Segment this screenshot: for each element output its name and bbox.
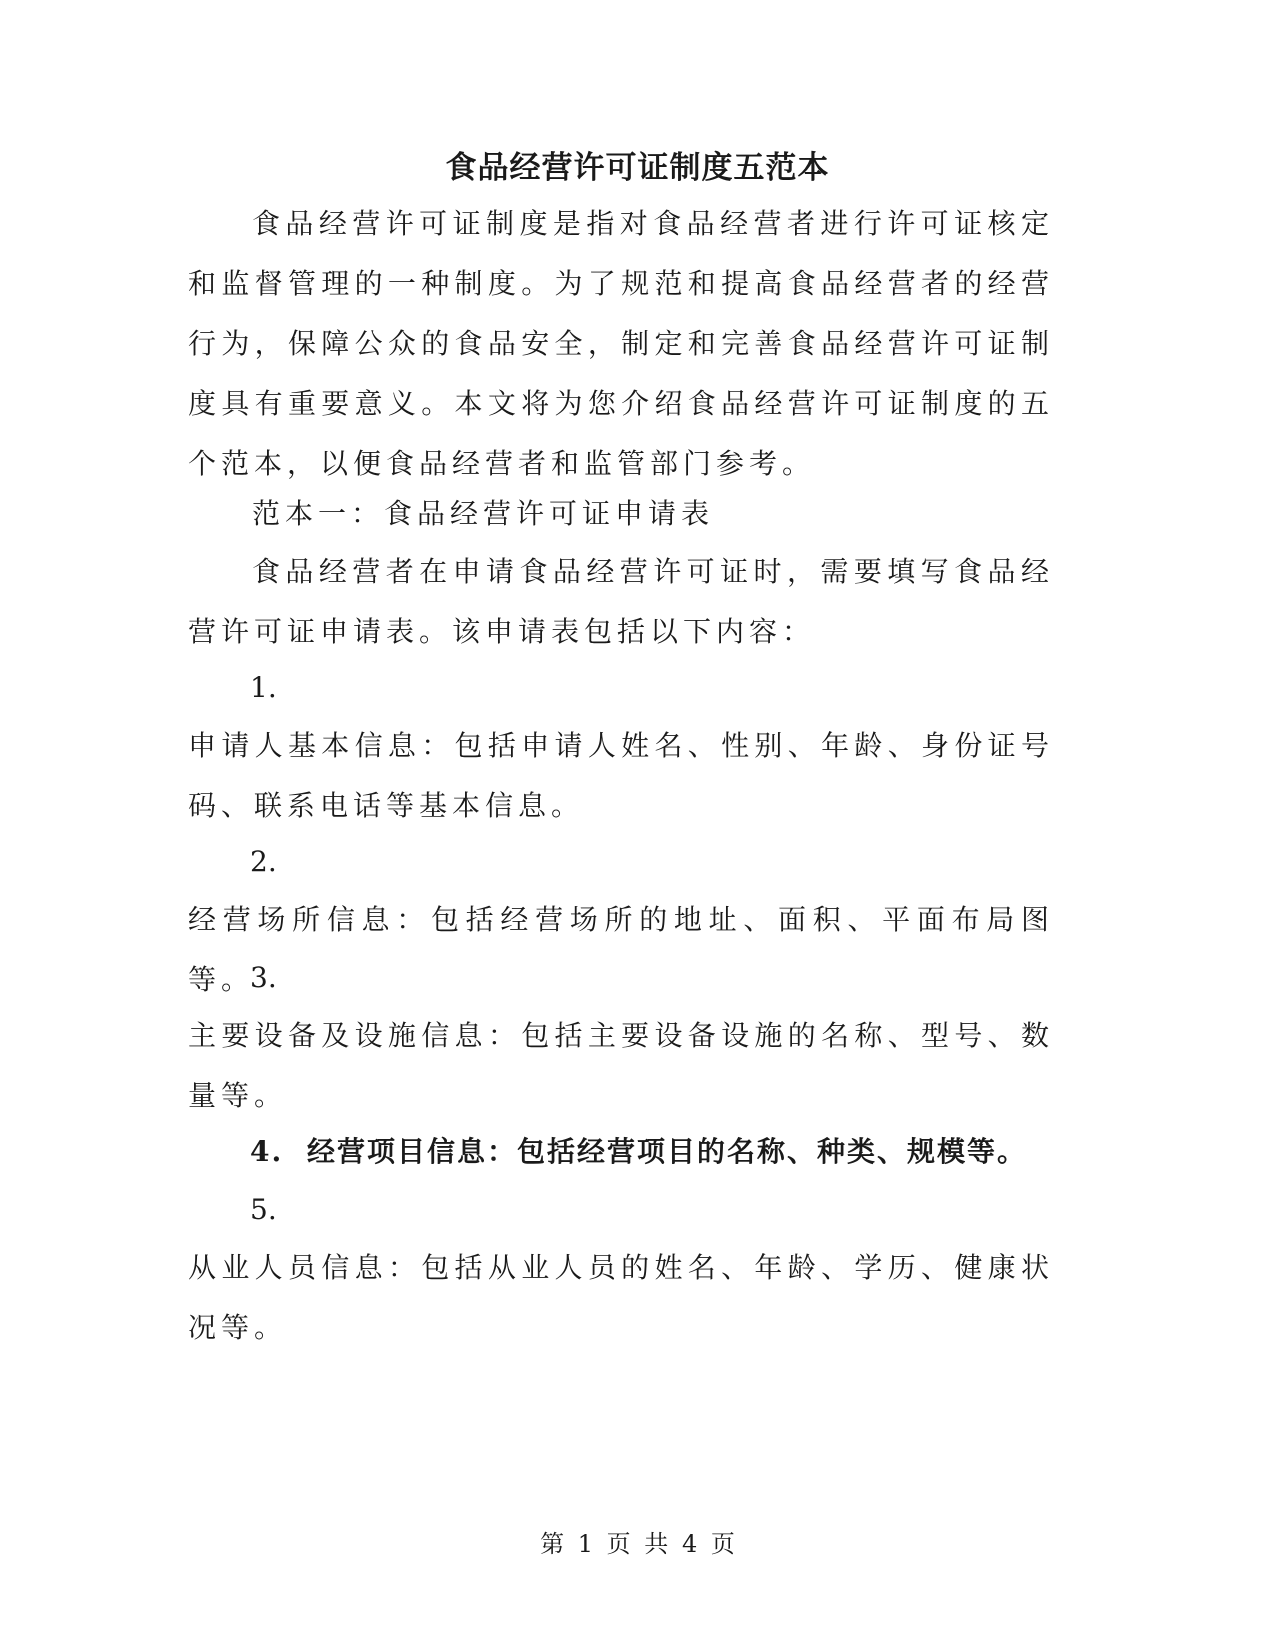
item-number-1: 1. — [250, 671, 277, 704]
item-number-5: 5. — [250, 1193, 277, 1226]
section1-paragraph: 食品经营者在申请食品经营许可证时，需要填写食品经营许可证申请表。该申请表包括以下内容： — [188, 555, 1054, 648]
item-text-4: 经营项目信息：包括经营项目的名称、种类、规模等。 — [306, 1135, 1027, 1168]
item-number-3: 3. — [250, 961, 277, 994]
item-4-line — [250, 1122, 1027, 1182]
document-title: 食品经营许可证制度五范本 — [445, 150, 830, 186]
section1-heading: 范本一：食品经营许可证申请表 — [252, 497, 715, 530]
item-number-4: 4. — [250, 1135, 284, 1168]
item-number-2: 2. — [250, 845, 277, 878]
item-text-1: 申请人基本信息：包括申请人姓名、性别、年龄、身份证号码、联系电话等基本信息。 — [188, 729, 1054, 822]
item-text-3: 主要设备及设施信息：包括主要设备设施的名称、型号、数量等。 — [188, 1019, 1054, 1112]
intro-paragraph: 食品经营许可证制度是指对食品经营者进行许可证核定和监督管理的一种制度。为了规范和提高食品经营者的经营行为，保障公众的食品安全，制定和完善食品经营许可证制度具有重要意义。本文将为您介绍食品经营许可证制度的五个范本，以便食品经营者和监管部门参考。 — [188, 207, 1054, 480]
item-text-2: 经营场所信息：包括经营场所的地址、面积、平面布局图等。 — [188, 903, 1054, 996]
item-text-5: 从业人员信息：包括从业人员的姓名、年龄、学历、健康状况等。 — [188, 1251, 1054, 1344]
page-footer: 第 1 页 共 4 页 — [540, 1530, 735, 1558]
